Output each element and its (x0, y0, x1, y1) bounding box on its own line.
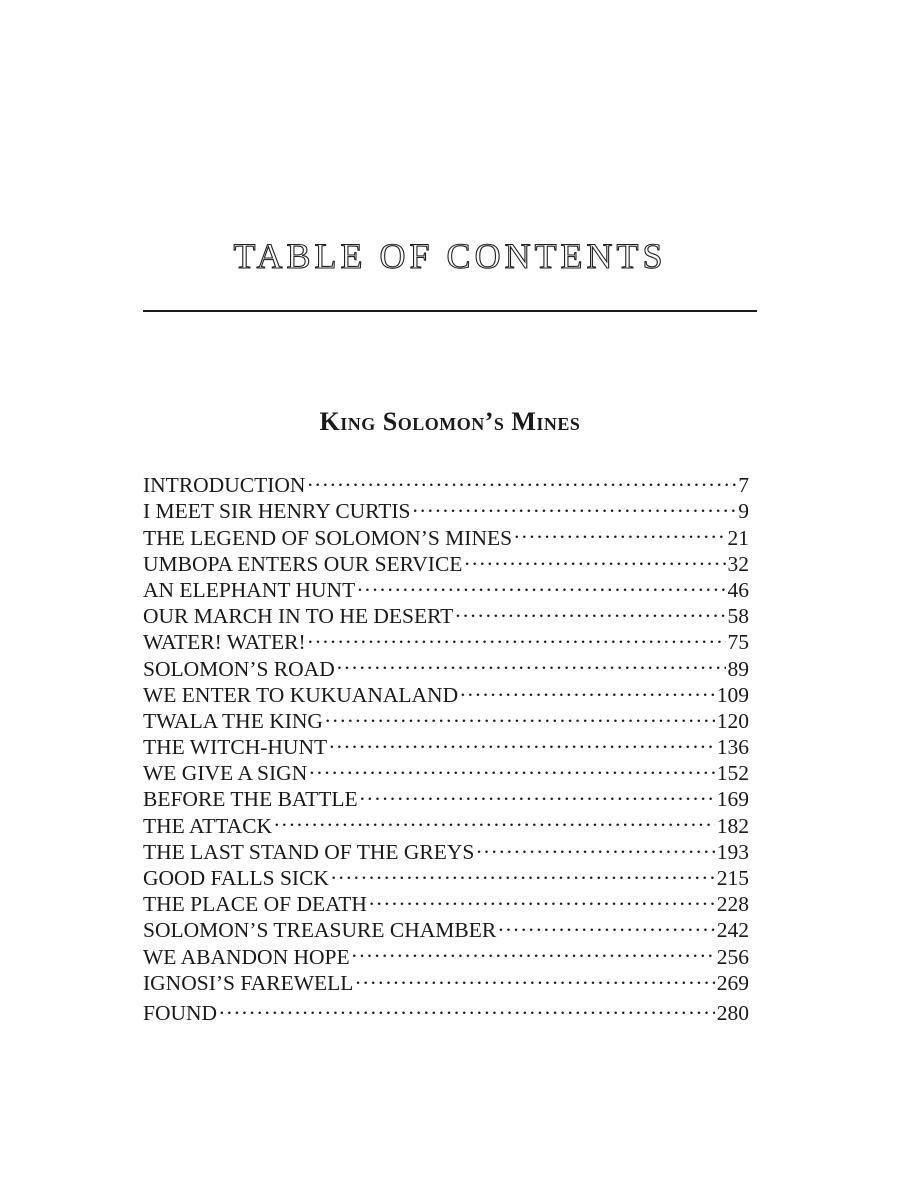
toc-entry-page-number: 9 (738, 499, 749, 524)
toc-entry-page-number: 182 (716, 813, 749, 838)
dot-leader (331, 859, 715, 885)
toc-entry-label: UMBOPA ENTERS OUR SERVICE (143, 551, 463, 576)
toc-entry-page-number: 215 (716, 866, 749, 890)
dot-leader (309, 754, 715, 780)
toc-entry-page-number: 242 (716, 918, 749, 943)
dot-leader (476, 833, 714, 859)
toc-entry-page-number: 46 (727, 577, 749, 602)
toc-entry-label: WE ENTER TO KUKUANALAND (143, 682, 459, 707)
toc-entry (143, 994, 749, 1025)
toc-entry-page-number: 7 (738, 473, 749, 498)
dot-leader (357, 571, 725, 597)
toc-entry-label: OUR MARCH IN TO HE DESERT (143, 604, 454, 629)
toc-entry-label: FOUND (143, 1000, 218, 1025)
toc-entry-label: THE WITCH-HUNT (143, 735, 328, 760)
toc-entry-label: THE ATTACK (143, 813, 273, 838)
dot-leader (219, 994, 715, 1020)
toc-entry-label: THE LEGEND OF SOLOMON’S MINES (143, 525, 513, 550)
toc-entry-label: BEFORE THE BATTLE (143, 787, 358, 812)
toc-entry-label: SOLOMON’S ROAD (143, 656, 335, 681)
book-title: King Solomon’s Mines (319, 407, 581, 436)
toc-entry-page-number: 75 (727, 630, 749, 655)
toc-entry-page-number: 269 (716, 970, 749, 995)
dot-leader (412, 492, 736, 518)
toc-entry-label: SOLOMON’S TREASURE CHAMBER (143, 918, 497, 943)
dot-leader (274, 806, 715, 832)
toc-entry-label: WATER! WATER! (143, 630, 306, 655)
toc-entry-label: INTRODUCTION (143, 473, 306, 498)
dot-leader (369, 885, 715, 911)
toc-entry-page-number: 109 (716, 682, 749, 707)
toc-entry-page-number: 120 (716, 708, 749, 733)
toc-entry-label: WE ABANDON HOPE (143, 944, 350, 969)
contents-list (143, 466, 749, 1025)
dot-leader (308, 623, 726, 649)
dot-leader (329, 728, 715, 754)
toc-entry-page-number: 169 (716, 787, 749, 812)
dot-leader (352, 937, 715, 963)
toc-entry-page-number: 280 (716, 1000, 749, 1025)
toc-entry-page-number: 58 (727, 604, 749, 629)
toc-entry-page-number: 152 (716, 761, 749, 786)
dot-leader (355, 964, 714, 990)
dot-leader (460, 676, 715, 702)
toc-entry-page-number: 32 (727, 551, 749, 576)
toc-entry-label: AN ELEPHANT HUNT (143, 577, 356, 602)
toc-entry-page-number: 228 (716, 892, 749, 917)
toc-entry-label: TWALA THE KING (143, 708, 323, 733)
dot-leader (455, 597, 725, 623)
toc-entry-label: WE GIVE A SIGN (143, 761, 308, 786)
toc-entry-page-number: 193 (716, 839, 749, 864)
dot-leader (514, 518, 725, 544)
dot-leader (325, 702, 715, 728)
toc-entry (143, 466, 749, 498)
dot-leader (464, 545, 725, 571)
toc-entry-page-number: 89 (727, 656, 749, 681)
toc-entry-label: I MEET SIR HENRY CURTIS (143, 499, 411, 524)
toc-entry-page-number: 256 (716, 944, 749, 969)
toc-entry-label: THE LAST STAND OF THE GREYS (143, 839, 475, 864)
toc-entry-label: IGNOSI’S FAREWELL (143, 970, 354, 995)
toc-entry-page-number: 21 (727, 525, 749, 550)
page-title: TABLE OF CONTENTS (233, 236, 667, 276)
dot-leader (337, 649, 726, 675)
toc-entry-label: THE PLACE OF DEATH (143, 892, 367, 917)
dot-leader (307, 466, 736, 492)
dot-leader (360, 780, 715, 806)
dot-leader (498, 911, 715, 937)
toc-entry-page-number: 136 (716, 735, 749, 760)
title-rule (143, 310, 757, 312)
toc-entry-label: GOOD FALLS SICK (143, 866, 329, 890)
